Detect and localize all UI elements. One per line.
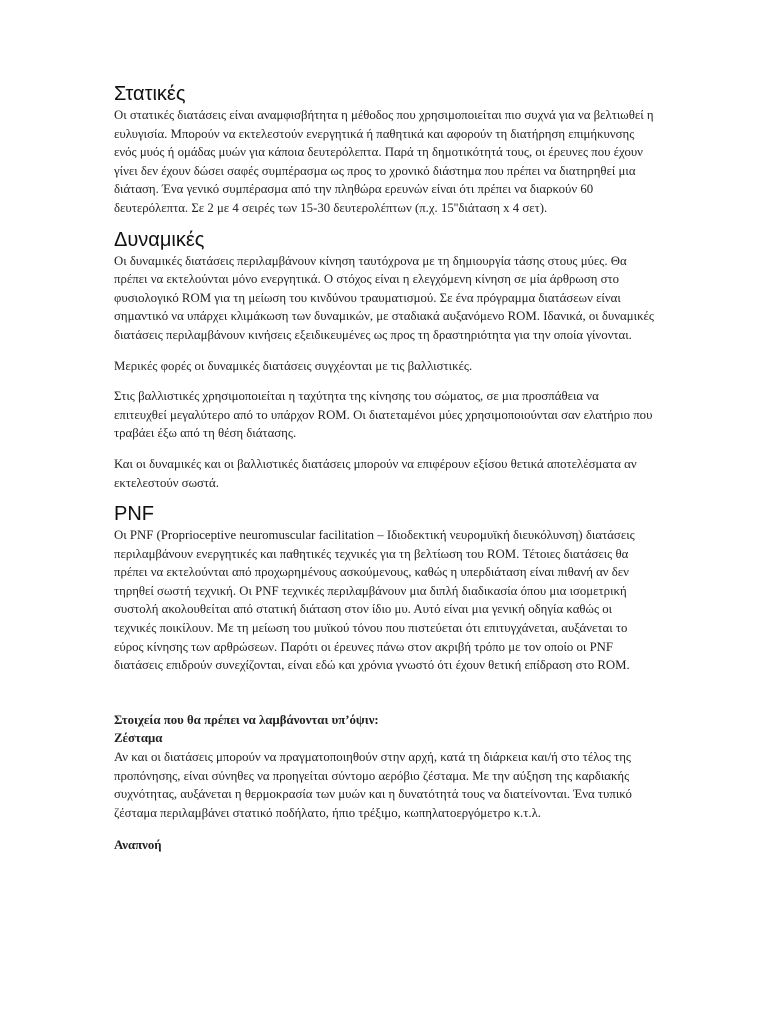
dynamic-paragraph-4: Και οι δυναμικές και οι βαλλιστικές διατάσεις μπορούν να επιφέρουν εξίσου θετικά αποτελέσματα αν εκτελεστούν σωστά.	[114, 456, 637, 490]
static-paragraph: Οι στατικές διατάσεις είναι αναμφισβήτητα η μέθοδος που χρησιμοποιείται πιο συχνά για να βελτιωθεί η ευλυγισία. Μπορούν να εκτελεστούν ενεργητικά ή παθητικά και αφορούν τη διατήρηση επιμήκυνσης ενός μυός ή ομάδας μυών για κάποια δευτερόλεπτα. Παρά τη δημοτικότητά τους, οι έρευνες που έχουν γίνει δεν έχουν δώσει σαφές συμπέρασμα ως προς το χρονικό διάστημα που πρέπει να διατηρηθεί μια διάταση. Ένα γενικό συμπέρασμα από την πληθώρα ερευνών είναι ότι πρέπει να διαρκούν 60 δευτερόλεπτα. Σε 2 με 4 σειρές των 15-30 δευτερολέπτων (π.χ. 15''διάταση x 4 σετ).	[114, 108, 654, 215]
dynamic-paragraph-2: Μερικές φορές οι δυναμικές διατάσεις συγχέονται με τις βαλλιστικές.	[114, 358, 473, 373]
section-heading-static: Στατικές	[114, 83, 186, 105]
document-page	[114, 82, 654, 855]
dynamic-paragraph-1: Οι δυναμικές διατάσεις περιλαμβάνουν κίνηση ταυτόχρονα με τη δημιουργία τάσης στους μύες. Θα πρέπει να εκτελούνται μόνο ενεργητικά. Ο στόχος είναι η ελεγχόμενη κίνηση σε μία άρθρωση στο φυσιολογικό ROM για τη μείωση του κινδύνου τραυματισμού. Σε ένα πρόγραμμα διατάσεων είναι σημαντικό να υπάρχει κλιμάκωση των δυναμικών, με σταδιακά αυξανόμενο ROM. Ιδανικά, οι δυναμικές διατάσεις περιλαμβάνουν κινήσεις εξειδικευμένες ως προς τη δραστηριότητα για την οποία γίνονται.	[114, 253, 654, 342]
considerations-heading: Στοιχεία που θα πρέπει να λαμβάνονται υπ’όψιν:	[114, 712, 379, 727]
dynamic-paragraph-3: Στις βαλλιστικές χρησιμοποιείται η ταχύτητα της κίνησης του σώματος, σε μια προσπάθεια να επιτευχθεί μεγαλύτερο από το υπάρχον ROM. Οι διατεταμένοι μύες χρησιμοποιούνται σαν ελατήριο που τραβάει έξω από τη θέση διάτασης.	[114, 389, 653, 441]
section-heading-pnf: PNF	[114, 503, 154, 526]
rest-heading: Αναπνοή	[114, 838, 162, 853]
section-heading-dynamic: Δυναμικές	[114, 228, 205, 251]
warmup-paragraph: Αν και οι διατάσεις μπορούν να πραγματοποιηθούν στην αρχή, κατά τη διάρκεια και/ή στο τέλος της προπόνησης, είναι σύνηθες να προηγείται σύντομο αερόβιο ζέσταμα. Με την αύξηση της καρδιακής συχνότητας, αυξάνεται η θερμοκρασία των μυών και η δυνατότητά τους να διατείνονται. Ένα τυπικό ζέσταμα περιλαμβάνει στατικό ποδήλατο, ήπιο τρέξιμο, κωπηλατοεργόμετρο κ.τ.λ.	[114, 750, 632, 820]
pnf-paragraph: Οι PNF (Proprioceptive neuromuscular facilitation – Ιδιοδεκτική νευρομυϊκή διευκόλυνση) διατάσεις περιλαμβάνουν ενεργητικές και παθητικές τεχνικές για τη βελτίωση του ROM. Τέτοιες διατάσεις θα πρέπει να εκτελούνται από προχωρημένους ασκούμενους, καθώς η υπερδιάταση είναι πιθανή αν δεν τηρηθεί σωστή τεχνική. Οι PNF τεχνικές περιλαμβάνουν μια διπλή διαδικασία όπου μια ισομετρική συστολή ακολουθείται από στατική διάταση στον ίδιο μυ. Αυτό είναι μια γενική οδηγία καθώς οι τεχνικές ποικίλουν. Με τη μείωση του μυϊκού τόνου που πιστεύεται ότι επιτυγχάνεται, αυξάνεται το εύρος κίνησης των αρθρώσεων. Παρότι οι έρευνες πάνω στον ακριβή τρόπο με τον οποίο οι PNF διατάσεις επιδρούν συνεχίζονται, είναι εδώ και χρόνια γνωστό ότι έχουν θετική επίδραση στο ROM.	[114, 528, 635, 673]
warmup-heading: Ζέσταμα	[114, 731, 163, 746]
